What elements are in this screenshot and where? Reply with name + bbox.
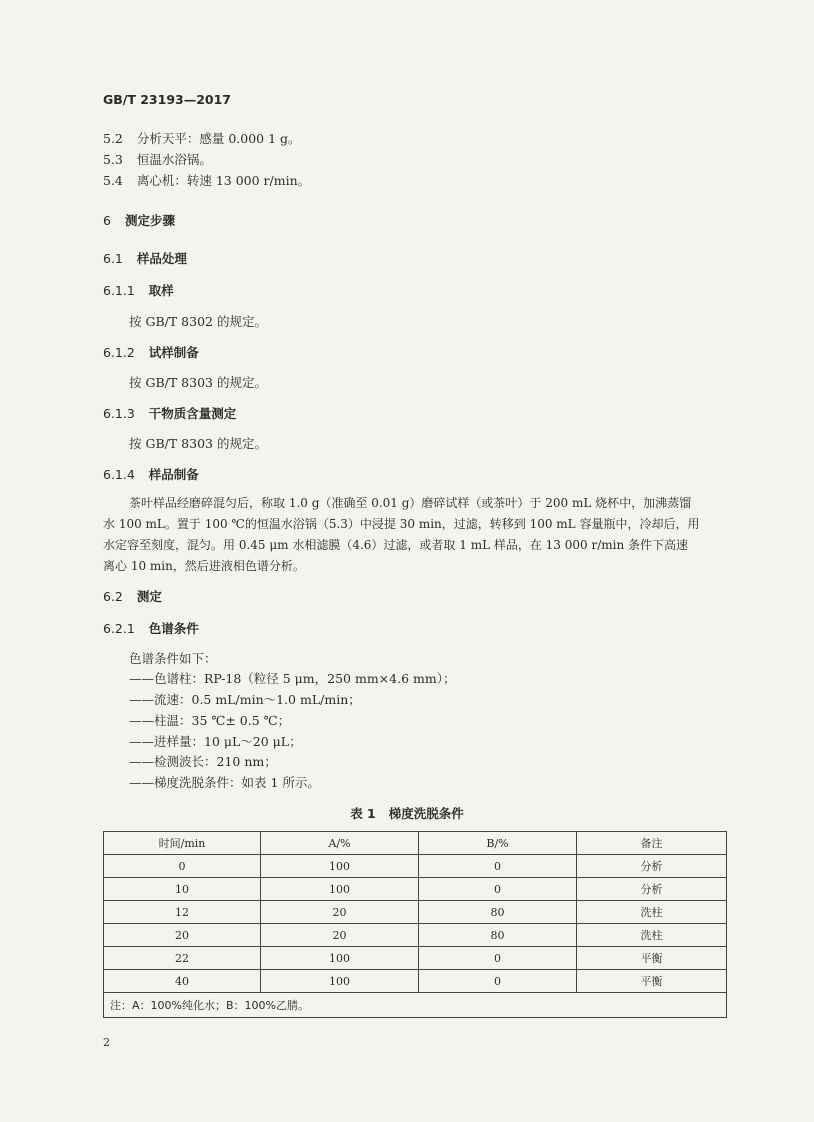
list-item: ——色谱柱：RP-18（粒径 5 μm，250 mm×4.6 mm）；	[129, 671, 456, 686]
table-cell: 22	[104, 947, 261, 970]
list-item: ——柱温：35 ℃± 0.5 ℃；	[129, 713, 291, 728]
list-item: ——检测波长：210 nm；	[129, 754, 277, 769]
table-cell: 0	[419, 970, 577, 993]
table-cell: 100	[261, 947, 419, 970]
page-number: 2	[103, 1036, 110, 1049]
table-cell: 10	[104, 878, 261, 901]
table-cell: 0	[104, 855, 261, 878]
table-cell: 0	[419, 878, 577, 901]
heading-title: 测定步骤	[124, 213, 175, 228]
gradient-table	[103, 831, 727, 1018]
table-cell: 0	[419, 855, 577, 878]
heading-6-2	[103, 587, 162, 605]
table-caption: 表 1 梯度洗脱条件	[350, 806, 464, 821]
item-5-3	[103, 150, 212, 168]
paragraph-line: 水 100 mL。置于 100 ℃的恒温水浴锅（5.3）中浸提 30 min，过滤，转移到 100 mL 容量瓶中，冷却后，用	[103, 517, 700, 531]
paragraph-6-1-1: 按 GB/T 8302 的规定。	[129, 314, 267, 329]
item-5-2	[103, 129, 301, 147]
item-text: 离心机：转速 13 000 r/min。	[136, 173, 311, 188]
heading-title: 样品制备	[148, 467, 199, 482]
list-item: ——梯度洗脱条件：如表 1 所示。	[129, 775, 320, 790]
heading-6-1-2	[103, 343, 199, 361]
table-cell: 洗柱	[577, 901, 727, 924]
table-cell: 0	[419, 947, 577, 970]
table-cell: 20	[261, 901, 419, 924]
table-row	[104, 878, 727, 901]
heading-title: 样品处理	[136, 251, 187, 266]
table-note: 注：A：100%纯化水；B：100%乙腈。	[104, 993, 727, 1018]
item-text: 分析天平：感量 0.000 1 g。	[136, 131, 301, 146]
table-cell: 100	[261, 855, 419, 878]
heading-title: 干物质含量测定	[148, 406, 237, 421]
table-cell: 80	[419, 924, 577, 947]
heading-number: 6.2.1	[103, 621, 135, 636]
table-cell: 平衡	[577, 947, 727, 970]
item-5-4	[103, 171, 310, 189]
table-cell: 100	[261, 970, 419, 993]
column-header: 时间/min	[104, 832, 261, 855]
paragraph-6-1-2: 按 GB/T 8303 的规定。	[129, 375, 267, 390]
heading-6-2-1	[103, 619, 199, 637]
heading-6-1-4	[103, 465, 199, 483]
table-cell: 12	[104, 901, 261, 924]
table-cell: 40	[104, 970, 261, 993]
heading-6-1-1	[103, 281, 174, 299]
heading-6-1-3	[103, 404, 236, 422]
table-cell: 80	[419, 901, 577, 924]
table-row	[104, 947, 727, 970]
paragraph-line: 离心 10 min，然后进液相色谱分析。	[103, 559, 305, 573]
heading-6	[103, 211, 175, 229]
table-cell: 平衡	[577, 970, 727, 993]
heading-title: 取样	[148, 283, 174, 298]
item-number: 5.2	[103, 131, 123, 146]
column-header: A/%	[261, 832, 419, 855]
item-number: 5.3	[103, 152, 123, 167]
standard-number: GB/T 23193—2017	[103, 92, 232, 107]
table-row	[104, 855, 727, 878]
table-header-row	[104, 832, 727, 855]
column-header: 备注	[577, 832, 727, 855]
table-note-row	[104, 993, 727, 1018]
table-cell: 20	[261, 924, 419, 947]
heading-title: 测定	[136, 589, 162, 604]
table-cell: 20	[104, 924, 261, 947]
table-row	[104, 901, 727, 924]
heading-number: 6.1	[103, 251, 123, 266]
heading-title: 试样制备	[148, 345, 199, 360]
heading-number: 6	[103, 213, 111, 228]
paragraph-6-1-3: 按 GB/T 8303 的规定。	[129, 436, 267, 451]
heading-number: 6.2	[103, 589, 123, 604]
item-text: 恒温水浴锅。	[136, 152, 212, 167]
table-row	[104, 970, 727, 993]
table-cell: 分析	[577, 878, 727, 901]
list-intro: 色谱条件如下：	[129, 651, 217, 666]
heading-number: 6.1.4	[103, 467, 135, 482]
column-header: B/%	[419, 832, 577, 855]
heading-number: 6.1.2	[103, 345, 135, 360]
list-item: ——流速：0.5 mL/min～1.0 mL/min；	[129, 692, 361, 707]
table-cell: 洗柱	[577, 924, 727, 947]
paragraph-line: 茶叶样品经磨碎混匀后，称取 1.0 g（准确至 0.01 g）磨碎试样（或茶叶）于 200 mL 烧杯中，加沸蒸馏	[129, 496, 692, 510]
heading-title: 色谱条件	[148, 621, 199, 636]
list-item: ——进样量：10 μL～20 μL；	[129, 734, 302, 749]
item-number: 5.4	[103, 173, 123, 188]
table-row	[104, 924, 727, 947]
table-cell: 分析	[577, 855, 727, 878]
heading-6-1	[103, 249, 187, 267]
table-cell: 100	[261, 878, 419, 901]
heading-number: 6.1.3	[103, 406, 135, 421]
paragraph-line: 水定容至刻度，混匀。用 0.45 μm 水相滤膜（4.6）过滤，或者取 1 mL 样品，在 13 000 r/min 条件下高速	[103, 538, 689, 552]
heading-number: 6.1.1	[103, 283, 135, 298]
